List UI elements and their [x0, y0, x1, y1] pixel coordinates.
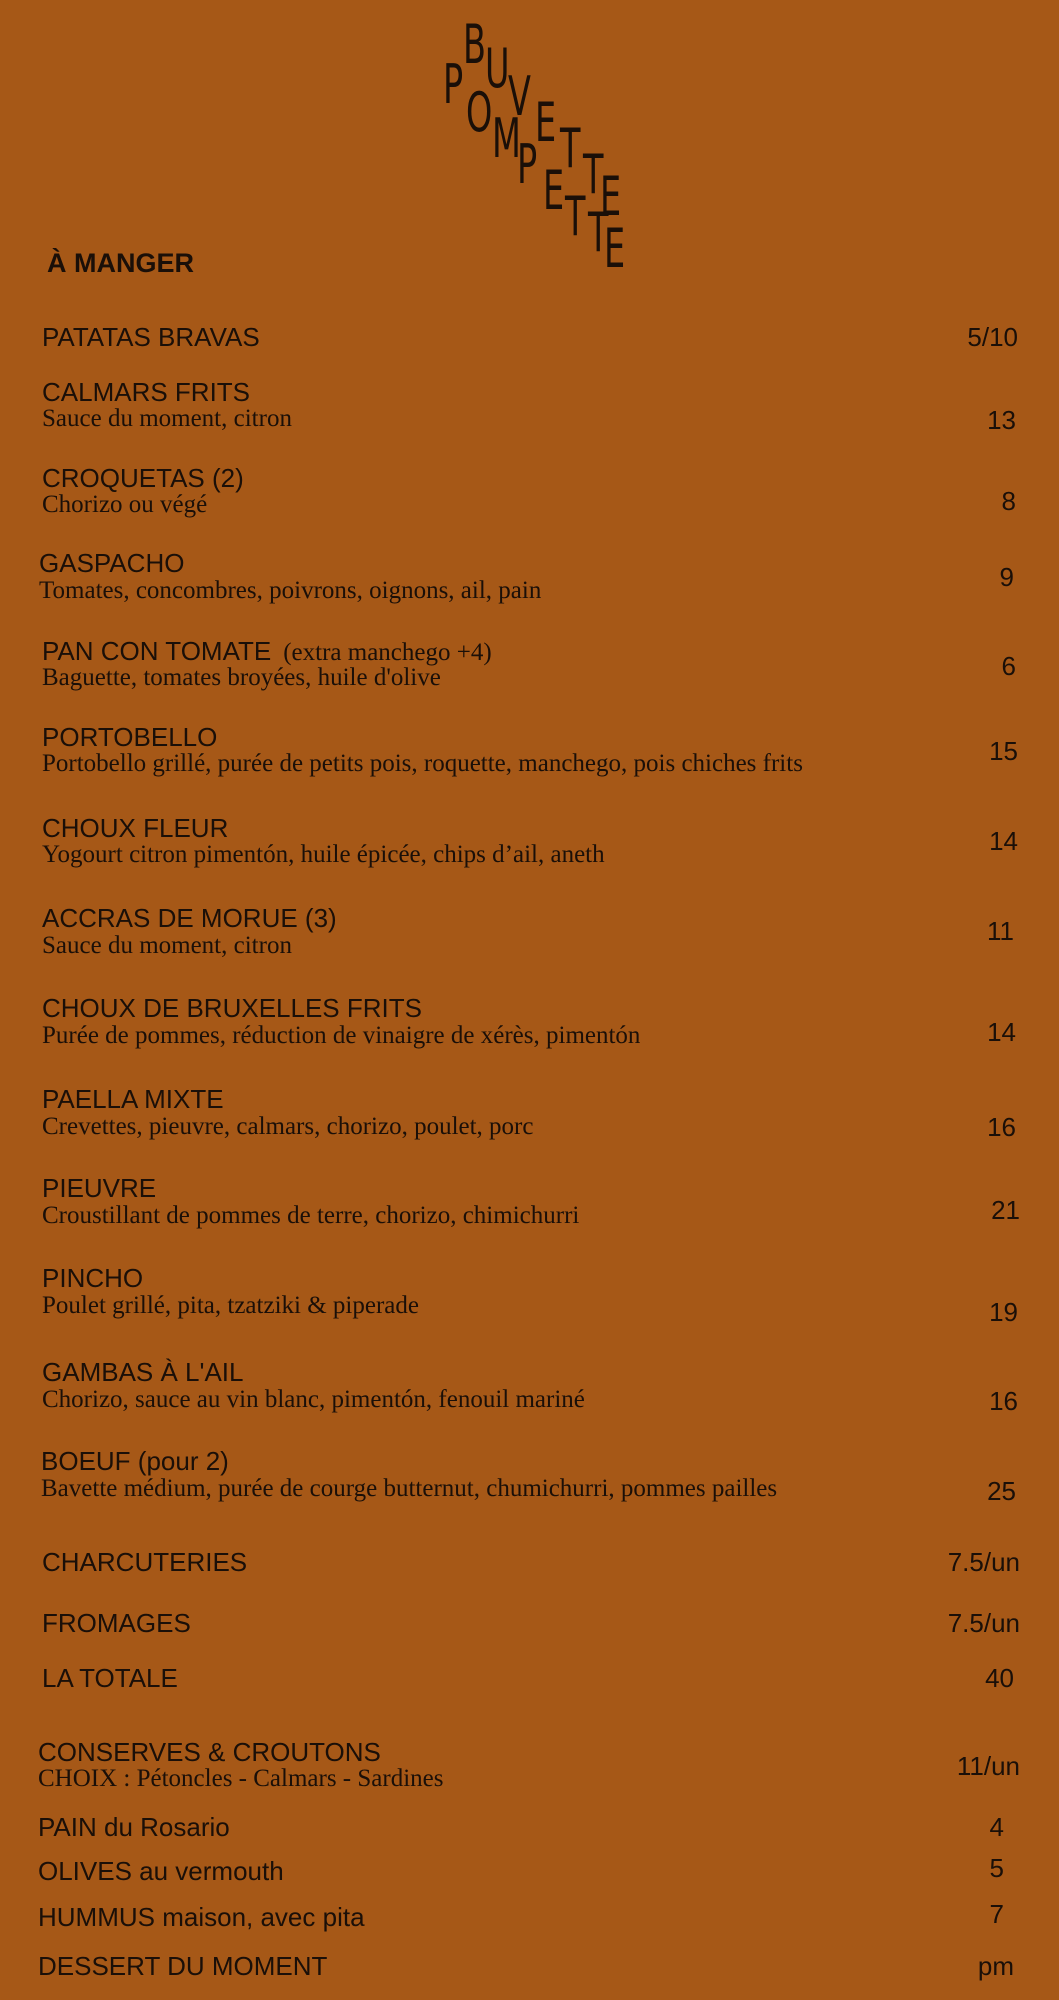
item-name: PIEUVRE: [42, 1173, 157, 1203]
item-price: 14: [987, 1017, 1016, 1047]
item-description: Tomates, concombres, poivrons, oignons, ail, pain: [39, 577, 542, 604]
item-price: 6: [1001, 651, 1016, 681]
item-description: Yogourt citron pimentón, huile épicée, chips d’ail, aneth: [42, 841, 605, 868]
item-price: 8: [1001, 486, 1016, 516]
item-price: 5/10: [967, 322, 1018, 352]
item-name: ACCRAS DE MORUE (3): [42, 903, 337, 933]
item-name: PORTOBELLO: [42, 722, 218, 752]
item-price: 13: [987, 405, 1016, 435]
item-price: 19: [989, 1297, 1018, 1327]
item-name: GASPACHO: [39, 548, 185, 578]
item-description: Portobello grillé, purée de petits pois, roquette, manchego, pois chiches frits: [42, 750, 803, 777]
item-price: 7: [989, 1899, 1004, 1929]
item-description: Purée de pommes, réduction de vinaigre de xérès, pimentón: [42, 1022, 641, 1049]
item-name: PATATAS BRAVAS: [42, 322, 260, 352]
item-price: 21: [991, 1195, 1020, 1225]
item-price: 7.5/un: [947, 1547, 1020, 1577]
item-description: Sauce du moment, citron: [42, 932, 292, 959]
item-price: 40: [985, 1663, 1014, 1693]
item-price: 14: [989, 826, 1018, 856]
item-price: 16: [989, 1386, 1018, 1416]
item-description: Sauce du moment, citron: [42, 405, 292, 432]
item-description: Poulet grillé, pita, tzatziki & piperade: [42, 1292, 419, 1319]
item-name: HUMMUS maison, avec pita: [38, 1902, 365, 1932]
logo-letter: T: [583, 143, 604, 206]
logo-letter: P: [517, 133, 538, 196]
item-name: CHOUX FLEUR: [42, 813, 229, 843]
logo-letter: B: [463, 13, 486, 76]
item-name: LA TOTALE: [42, 1663, 178, 1693]
item-price: pm: [977, 1951, 1014, 1981]
logo-letter: T: [560, 117, 581, 180]
item-price: 16: [987, 1112, 1016, 1142]
item-price: 9: [999, 562, 1014, 592]
logo-letter: M: [492, 107, 521, 170]
item-price: 11/un: [956, 1751, 1020, 1781]
logo-letter: E: [535, 91, 557, 154]
item-description: Chorizo, sauce au vin blanc, pimentón, fenouil mariné: [42, 1386, 585, 1413]
item-description: CHOIX : Pétoncles - Calmars - Sardines: [38, 1765, 444, 1792]
item-price: 4: [989, 1812, 1004, 1842]
logo-letter: P: [443, 53, 464, 116]
item-description: Baguette, tomates broyées, huile d'olive: [42, 664, 441, 691]
item-description: Chorizo ou végé: [42, 491, 208, 518]
item-name: OLIVES au vermouth: [38, 1856, 284, 1886]
item-price: 15: [989, 736, 1018, 766]
restaurant-logo: [0, 0, 1059, 280]
item-name: FROMAGES: [42, 1608, 191, 1638]
logo-letter: O: [466, 81, 493, 144]
item-price: 5: [989, 1853, 1004, 1883]
item-description: Croustillant de pommes de terre, chorizo, chimichurri: [42, 1202, 580, 1229]
item-extra: (extra manchego +4): [283, 639, 492, 666]
item-name: DESSERT DU MOMENT: [38, 1951, 328, 1981]
logo-letter: E: [543, 159, 565, 222]
item-name: PAELLA MIXTE: [42, 1084, 224, 1114]
logo-letter: E: [600, 165, 622, 228]
logo-letter: T: [588, 201, 609, 264]
item-name: CROQUETAS (2): [42, 463, 244, 493]
item-price: 7.5/un: [947, 1608, 1020, 1638]
item-name: PAIN du Rosario: [38, 1812, 230, 1842]
item-name: PINCHO: [42, 1263, 144, 1293]
item-name: [42, 636, 492, 667]
item-price: 11: [987, 916, 1014, 946]
item-description: Bavette médium, purée de courge butternut, chumichurri, pommes pailles: [41, 1475, 778, 1502]
item-name: CALMARS FRITS: [42, 377, 251, 407]
item-price: 25: [987, 1476, 1016, 1506]
item-name-text: PAN CON TOMATE: [42, 636, 272, 666]
item-name: CHOUX DE BRUXELLES FRITS: [42, 993, 422, 1023]
section-title: À MANGER: [47, 248, 194, 278]
item-name: GAMBAS À L'AIL: [42, 1357, 244, 1387]
item-name: CHARCUTERIES: [42, 1547, 248, 1577]
logo-letter: E: [604, 217, 626, 280]
item-description: Crevettes, pieuvre, calmars, chorizo, poulet, porc: [42, 1113, 534, 1140]
logo-letter: U: [485, 37, 510, 100]
logo-letter: T: [565, 185, 586, 248]
item-name: CONSERVES & CROUTONS: [38, 1737, 381, 1767]
item-name: BOEUF (pour 2): [41, 1446, 229, 1476]
logo-letter: V: [508, 65, 531, 128]
